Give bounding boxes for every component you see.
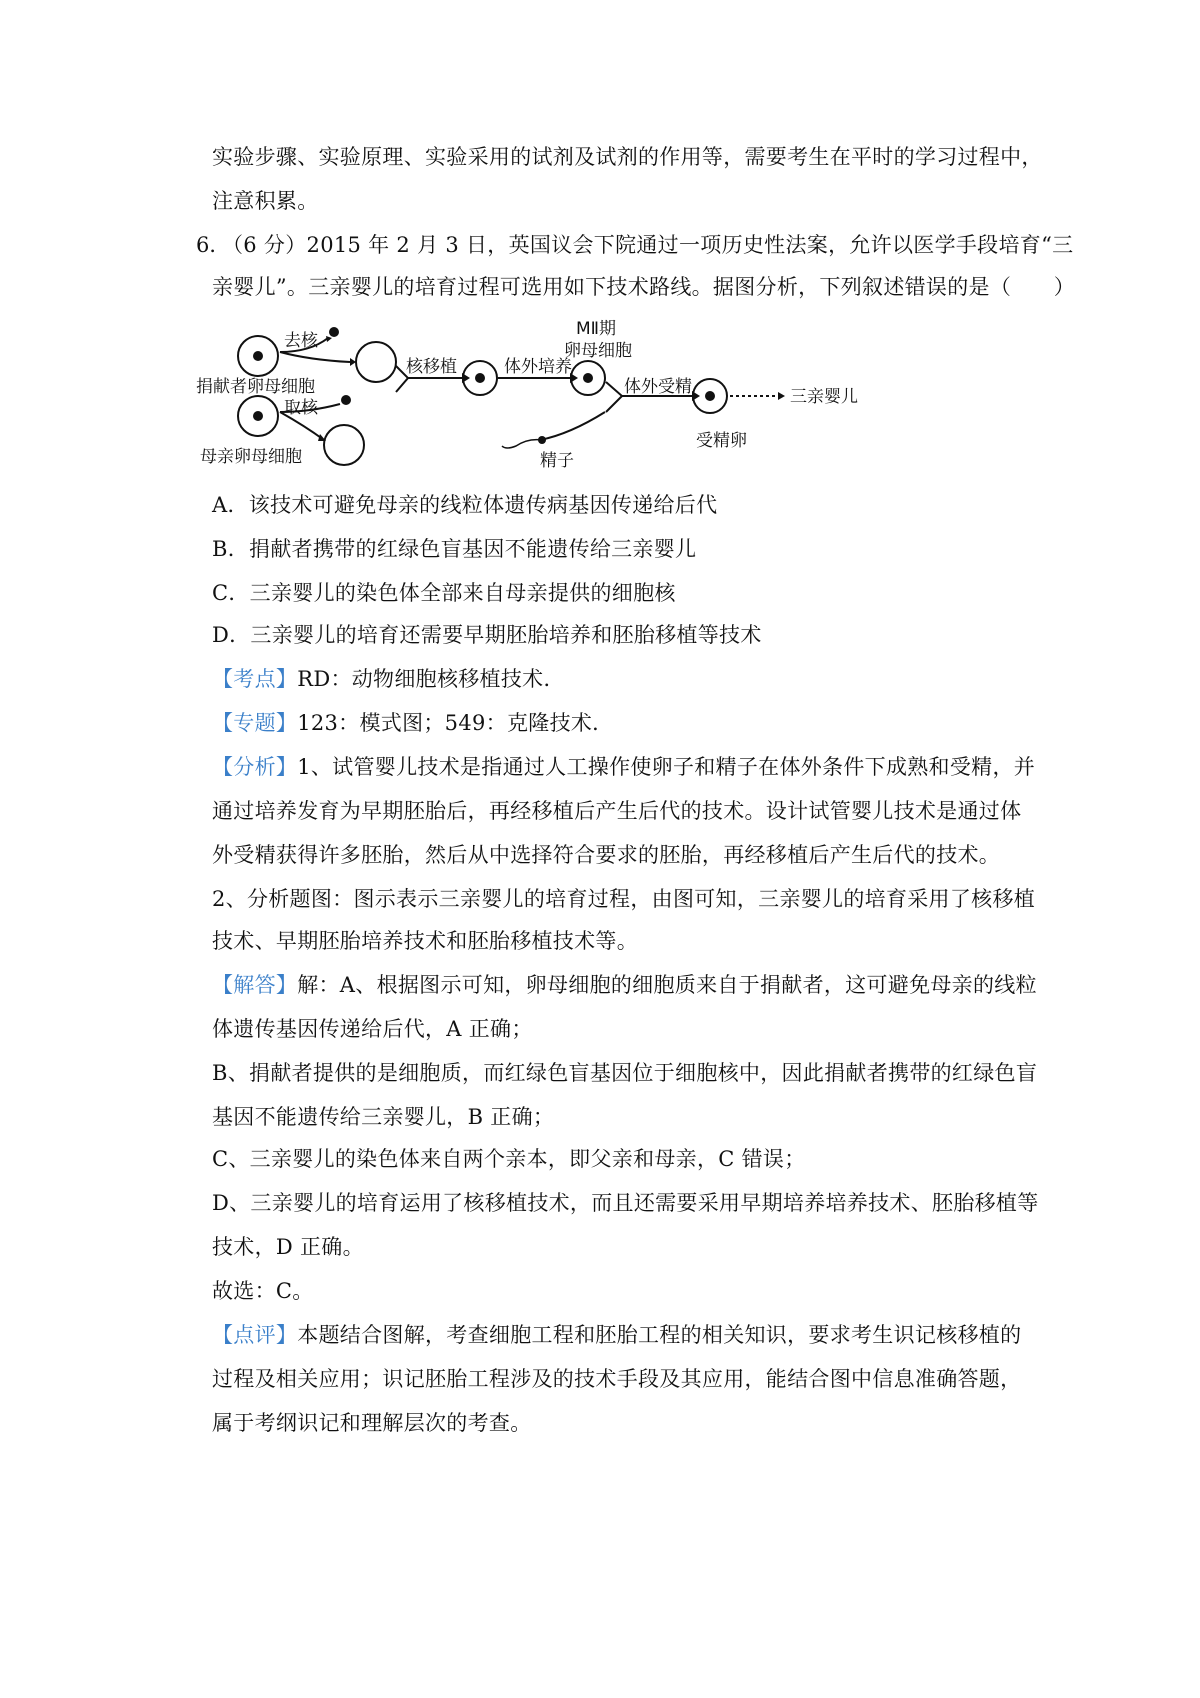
mother-nucleus bbox=[253, 411, 263, 421]
dianping-row bbox=[212, 1320, 1032, 1350]
zhuanti-tag: 【专题】 bbox=[212, 711, 298, 735]
jieda-line-7: 技术，D 正确。 bbox=[212, 1235, 364, 1259]
option-d: D．三亲婴儿的培育还需要早期胚胎培养和胚胎移植等技术 bbox=[212, 623, 762, 647]
mii-nucleus bbox=[583, 373, 593, 383]
intro-line-2: 注意积累。 bbox=[212, 189, 319, 213]
fenxi-line-5: 技术、早期胚胎培养技术和胚胎移植技术等。 bbox=[212, 929, 638, 953]
question-line-1: （6 分）2015 年 2 月 3 日，英国议会下院通过一项历史性法案，允许以医学手段培育“三 bbox=[222, 233, 1074, 257]
jieda-line-6: D、三亲婴儿的培育运用了核移植技术，而且还需要采用早期培养培养技术、胚胎移植等 bbox=[212, 1191, 1039, 1215]
label-in-vitro-fertilization: 体外受精 bbox=[624, 377, 692, 397]
dianping-line-3: 属于考纲识记和理解层次的考查。 bbox=[212, 1411, 532, 1435]
dianping-line-2: 过程及相关应用；识记胚胎工程涉及的技术手段及其应用，能结合图中信息准确答题， bbox=[212, 1367, 1022, 1391]
zhuanti-row bbox=[212, 708, 1032, 738]
kaodian-row bbox=[212, 664, 1032, 694]
enucleated-donor-cell bbox=[356, 342, 396, 382]
label-in-vitro-culture: 体外培养 bbox=[504, 357, 572, 377]
jieda-tag: 【解答】 bbox=[212, 973, 298, 997]
fenxi-line-1: 1、试管婴儿技术是指通过人工操作使卵子和精子在体外条件下成熟和受精，并 bbox=[297, 755, 1036, 779]
jieda-line-4: 基因不能遗传给三亲婴儿，B 正确； bbox=[212, 1105, 555, 1129]
question-number: 6． bbox=[196, 233, 231, 257]
donor-nucleus bbox=[253, 351, 263, 361]
label-remove-nucleus: 去核 bbox=[284, 331, 318, 351]
label-sperm: 精子 bbox=[540, 451, 574, 471]
label-nuclear-transfer: 核移植 bbox=[406, 357, 457, 377]
kaodian-text: RD：动物细胞核移植技术． bbox=[297, 667, 565, 691]
fenxi-tag: 【分析】 bbox=[212, 755, 298, 779]
fenxi-line-4: 2、分析题图：图示表示三亲婴儿的培育过程，由图可知，三亲婴儿的培育采用了核移植 bbox=[212, 887, 1036, 911]
enucleated-mother-cell bbox=[324, 425, 364, 465]
question-line-2: 亲婴儿”。三亲婴儿的培育过程可选用如下技术路线。据图分析，下列叙述错误的是（ ） bbox=[212, 275, 1076, 299]
removed-nucleus-dot bbox=[329, 327, 339, 337]
label-mii-stage: MⅡ期 bbox=[576, 319, 617, 339]
label-mother-oocyte: 母亲卵母细胞 bbox=[200, 447, 302, 467]
jieda-line-2: 体遗传基因传递给后代，A 正确； bbox=[212, 1017, 533, 1041]
option-c: C．三亲婴儿的染色体全部来自母亲提供的细胞核 bbox=[212, 581, 676, 605]
technique-route-diagram bbox=[196, 316, 910, 476]
label-take-nucleus: 取核 bbox=[284, 398, 318, 418]
option-b: B．捐献者携带的红绿色盲基因不能遗传给三亲婴儿 bbox=[212, 537, 697, 561]
taken-nucleus-dot bbox=[341, 395, 351, 405]
reconstructed-nucleus bbox=[475, 373, 485, 383]
fenxi-line-3: 外受精获得许多胚胎，然后从中选择符合要求的胚胎，再经移植后产生后代的技术。 bbox=[212, 843, 1001, 867]
dianping-tag: 【点评】 bbox=[212, 1323, 298, 1347]
jieda-line-1: 解：A、根据图示可知，卵母细胞的细胞质来自于捐献者，这可避免母亲的线粒 bbox=[297, 973, 1037, 997]
jieda-line-5: C、三亲婴儿的染色体来自两个亲本，即父亲和母亲，C 错误； bbox=[212, 1147, 806, 1171]
jieda-line-3: B、捐献者提供的是细胞质，而红绿色盲基因位于细胞核中，因此捐献者携带的红绿色盲 bbox=[212, 1061, 1038, 1085]
dianping-line-1: 本题结合图解，考查细胞工程和胚胎工程的相关知识，要求考生识记核移植的 bbox=[297, 1323, 1022, 1347]
label-three-parent-baby: 三亲婴儿 bbox=[790, 387, 858, 407]
fenxi-row bbox=[212, 752, 1036, 782]
fenxi-line-2: 通过培养发育为早期胚胎后，再经移植后产生后代的技术。设计试管婴儿技术是通过体 bbox=[212, 799, 1022, 823]
label-donor-oocyte: 捐献者卵母细胞 bbox=[196, 377, 315, 397]
intro-line-1: 实验步骤、实验原理、实验采用的试剂及试剂的作用等，需要考生在平时的学习过程中， bbox=[212, 145, 1043, 169]
option-a: A．该技术可避免母亲的线粒体遗传病基因传递给后代 bbox=[212, 493, 718, 517]
kaodian-tag: 【考点】 bbox=[212, 667, 298, 691]
label-fertilized-egg: 受精卵 bbox=[696, 431, 747, 451]
jieda-row bbox=[212, 970, 1037, 1000]
jieda-line-8: 故选：C。 bbox=[212, 1279, 314, 1303]
label-oocyte: 卵母细胞 bbox=[564, 341, 632, 361]
zhuanti-text: 123：模式图；549：克隆技术． bbox=[297, 711, 614, 735]
zygote-nucleus bbox=[705, 391, 715, 401]
